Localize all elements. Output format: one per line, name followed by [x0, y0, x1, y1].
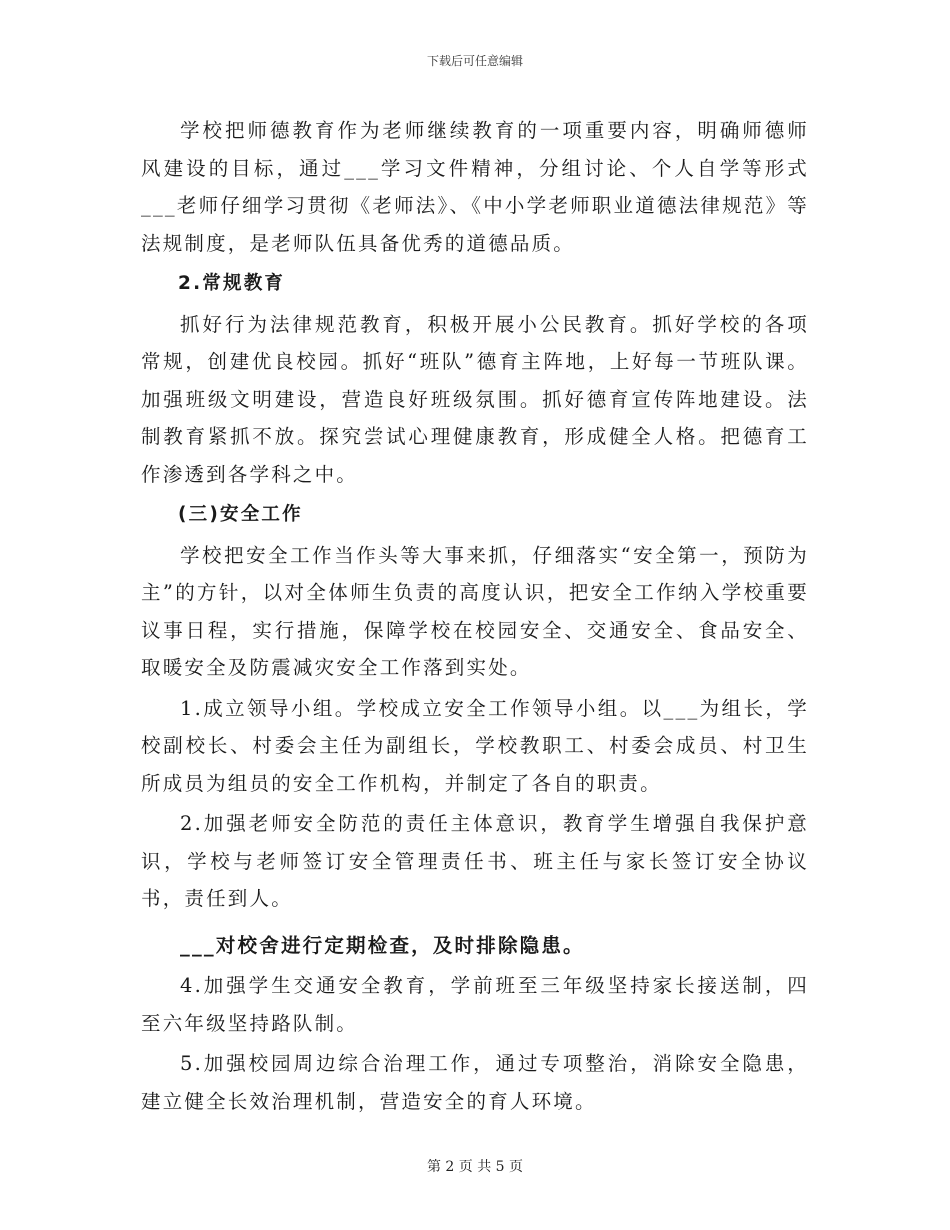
paragraph-responsibility: 2.加强老师安全防范的责任主体意识，教育学生增强自我保护意识，学校与老师签订安全管理责任书、班主任与家长签订安全协议书，责任到人。	[141, 812, 809, 910]
document-body	[141, 112, 809, 1120]
paragraph-teacher-ethics: 学校把师德教育作为老师继续教育的一项重要内容，明确师德师风建设的目标，通过___学习文件精神，分组讨论、个人自学等形式___老师仔细学习贯彻《老师法》、《中小学老师职业道德法律规范》等法规制度，是老师队伍具备优秀的道德品质。	[141, 119, 809, 255]
heading-safety-work: (三)安全工作	[178, 504, 303, 525]
paragraph-safety-overview: 学校把安全工作当作头等大事来抓，仔细落实“安全第一，预防为主”的方针，以对全体师生负责的高度认识，把安全工作纳入学校重要议事日程，实行措施，保障学校在校园安全、交通安全、食品安全、取暖安全及防震减灾安全工作落到实处。	[141, 543, 809, 679]
heading-routine-education: 2.常规教育	[178, 273, 286, 294]
header-note: 下载后可任意编辑	[426, 54, 523, 68]
paragraph-campus-surroundings: 5.加强校园周边综合治理工作，通过专项整治，消除安全隐患，建立健全长效治理机制，营造安全的育人环境。	[141, 1052, 809, 1113]
paragraph-building-inspection: ___对校舍进行定期检查，及时排除隐患。	[180, 933, 585, 957]
page-number: 第 2 页 共 5 页	[426, 1159, 524, 1175]
paragraph-traffic-safety: 4.加强学生交通安全教育，学前班至三年级坚持家长接送制，四至六年级坚持路队制。	[141, 974, 809, 1035]
paragraph-routine-education: 抓好行为法律规范教育，积极开展小公民教育。抓好学校的各项常规，创建优良校园。抓好“班队”德育主阵地，上好每一节班队课。加强班级文明建设，营造良好班级氛围。抓好德育宣传阵地建设。法制教育紧抓不放。探究尝试心理健康教育，形成健全人格。把德育工作渗透到各学科之中。	[141, 312, 809, 486]
paragraph-leadership-group: 1.成立领导小组。学校成立安全工作领导小组。以___为组长，学校副校长、村委会主任为副组长，学校教职工、村委会成员、村卫生所成员为组员的安全工作机构，并制定了各自的职责。	[141, 696, 809, 795]
